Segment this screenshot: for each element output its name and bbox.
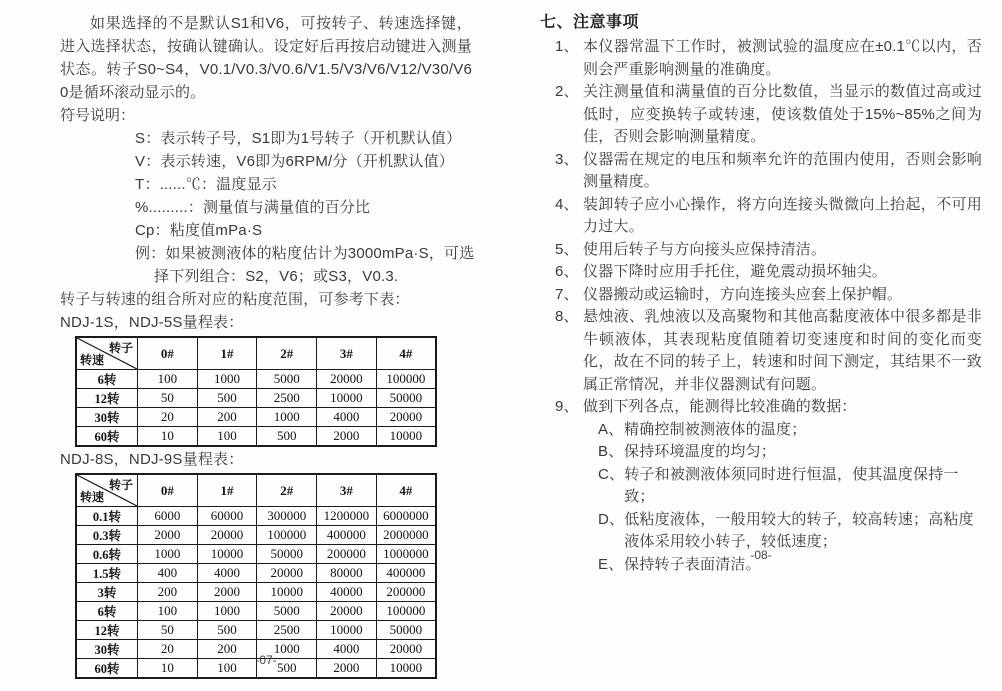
note-number: 2、 — [555, 83, 579, 100]
viscosity-value: 400000 — [317, 526, 377, 545]
notes-heading: 七、注意事项 — [540, 14, 640, 31]
left-page — [60, 0, 475, 681]
symbol-line: V：表示转速，V6即为6RPM/分（开机默认值） — [135, 153, 454, 170]
viscosity-value: 10 — [138, 427, 198, 447]
viscosity-value: 2000000 — [376, 526, 436, 545]
note-item — [540, 194, 982, 239]
viscosity-value: 200000 — [317, 545, 377, 564]
viscosity-value: 80000 — [317, 564, 377, 583]
rotor-column-header: 0# — [138, 474, 198, 507]
viscosity-value: 1000 — [197, 602, 257, 621]
viscosity-value: 50000 — [376, 389, 436, 408]
note-number: 1、 — [555, 38, 579, 55]
symbol-line: 择下列组合：S2，V6；或S3，V0.3. — [154, 268, 399, 285]
note-number: 9、 — [555, 398, 579, 415]
viscosity-value: 40000 — [317, 583, 377, 602]
viscosity-value: 500 — [257, 659, 317, 679]
sub-note-letter: E、 — [598, 555, 624, 573]
note-text: 关注测量值和满量值的百分比数值，当显示的数值过高或过低时，应变换转子或转速，使该数值处于15%~85%之间为佳，否则会影响测量精度。 — [583, 83, 982, 145]
viscosity-value: 20000 — [376, 408, 436, 427]
viscosity-value: 1200000 — [317, 507, 377, 526]
table-row — [76, 389, 436, 408]
note-number: 3、 — [555, 150, 579, 168]
row-speed-label: 60转 — [76, 427, 138, 447]
viscosity-value: 100 — [138, 370, 198, 389]
note-item — [540, 284, 982, 307]
symbol-line: S：表示转子号，S1即为1号转子（开机默认值） — [135, 130, 462, 147]
corner-label-rotor: 转子 — [108, 341, 133, 355]
table1-title: NDJ-1S，NDJ-5S量程表： — [60, 314, 244, 331]
table-row — [76, 564, 436, 583]
note-text: 仪器下降时应用手托住，避免震动损坏轴尖。 — [583, 263, 888, 280]
rotor-column-header: 4# — [376, 474, 436, 507]
viscosity-value: 1000 — [257, 640, 317, 659]
sub-note-text: 保持转子表面清洁。 — [624, 555, 761, 573]
note-text: 仪器搬动或运输时，方向连接头应套上保护帽。 — [583, 285, 903, 303]
viscosity-value: 20 — [138, 408, 198, 427]
viscosity-value: 300000 — [257, 507, 317, 526]
viscosity-value: 500 — [257, 427, 317, 447]
viscosity-value: 400000 — [376, 564, 436, 583]
table1-body — [76, 370, 436, 447]
range-table-ndj1s-5s — [75, 336, 437, 447]
viscosity-value: 20000 — [376, 640, 436, 659]
viscosity-value: 1000 — [138, 545, 198, 564]
symbol-line: Cp：粘度值mPa·S — [135, 222, 263, 239]
right-page — [540, 0, 982, 576]
rotor-column-header: 3# — [317, 337, 377, 370]
corner-label-rotor: 转子 — [108, 478, 133, 492]
viscosity-value: 200000 — [376, 583, 436, 602]
note-item — [540, 396, 982, 419]
viscosity-value: 4000 — [197, 564, 257, 583]
table-row — [76, 545, 436, 564]
viscosity-value: 400 — [138, 564, 198, 583]
note-text: 装卸转子应小心操作，将方向连接头微微向上抬起，不可用力过大。 — [583, 195, 982, 235]
viscosity-value: 10 — [138, 659, 198, 679]
viscosity-value: 20000 — [317, 370, 377, 389]
viscosity-value: 50 — [138, 621, 198, 640]
sub-note-letter: B、 — [598, 443, 624, 460]
sub-note-letter: D、 — [598, 510, 625, 528]
viscosity-value: 10000 — [376, 427, 436, 447]
viscosity-value: 10000 — [257, 583, 317, 602]
row-speed-label: 1.5转 — [76, 564, 138, 583]
note-number: 5、 — [555, 240, 579, 258]
rotor-column-header: 0# — [138, 337, 198, 370]
row-speed-label: 30转 — [76, 408, 138, 427]
viscosity-value: 200 — [138, 583, 198, 602]
note-text: 仪器需在规定的电压和频率允许的范围内使用，否则会影响测量精度。 — [583, 150, 982, 190]
viscosity-value: 500 — [197, 621, 257, 640]
table-header-row — [76, 337, 436, 370]
corner-label-speed: 转速 — [80, 353, 105, 367]
rotor-column-header: 3# — [317, 474, 377, 507]
note-item — [540, 149, 982, 194]
row-speed-label: 30转 — [76, 640, 138, 659]
viscosity-value: 20000 — [257, 564, 317, 583]
right-page-number: -08- — [750, 548, 772, 562]
sub-note-item — [540, 464, 982, 509]
sub-note-letter: C、 — [598, 465, 625, 483]
row-speed-label: 12转 — [76, 389, 138, 408]
note-number: 4、 — [555, 195, 579, 213]
rotor-column-header: 2# — [257, 337, 317, 370]
symbols-heading: 符号说明： — [60, 107, 136, 124]
viscosity-value: 10000 — [317, 389, 377, 408]
table-row — [76, 602, 436, 621]
note-text: 使用后转子与方向接头应保持清洁。 — [583, 240, 827, 258]
viscosity-value: 1000 — [257, 408, 317, 427]
table2-title: NDJ-8S，NDJ-9S量程表： — [60, 451, 244, 468]
viscosity-value: 100 — [138, 602, 198, 621]
note-item — [540, 306, 982, 396]
symbol-line: %.........：测量值与满量值的百分比 — [135, 199, 371, 216]
viscosity-value: 5000 — [257, 370, 317, 389]
viscosity-value: 50000 — [257, 545, 317, 564]
viscosity-value: 20000 — [197, 526, 257, 545]
range-table-ndj8s-9s — [75, 473, 437, 679]
viscosity-value: 2000 — [317, 659, 377, 679]
table-row — [76, 583, 436, 602]
viscosity-value: 100 — [197, 427, 257, 447]
sub-note-text: 精确控制被测液体的温度； — [624, 420, 807, 438]
symbol-line: 例：如果被测液体的粘度估计为3000mPa·S，可选 — [135, 245, 475, 262]
note-text: 悬烛液、乳烛液以及高聚物和其他高黏度液体中很多都是非牛顿液体，其表现粘度值随着切变速度和时间的变化而变化，故在不同的转子上，转速和时间下测定，其结果不一致属正常情况，并非仪器测试有问题。 — [583, 308, 982, 393]
viscosity-value: 100000 — [376, 370, 436, 389]
viscosity-value: 10000 — [317, 621, 377, 640]
viscosity-value: 20 — [138, 640, 198, 659]
sub-note-text: 保持环境温度的均匀； — [624, 443, 777, 460]
note-item — [540, 261, 982, 284]
note-number: 7、 — [555, 285, 579, 303]
row-speed-label: 6转 — [76, 370, 138, 389]
viscosity-value: 200 — [197, 408, 257, 427]
diagonal-corner-cell — [76, 337, 138, 370]
viscosity-value: 60000 — [197, 507, 257, 526]
viscosity-value: 500 — [197, 389, 257, 408]
viscosity-value: 200 — [197, 640, 257, 659]
table-row — [76, 526, 436, 545]
rotor-column-header: 4# — [376, 337, 436, 370]
viscosity-value: 100000 — [257, 526, 317, 545]
viscosity-value: 6000000 — [376, 507, 436, 526]
row-speed-label: 60转 — [76, 659, 138, 679]
viscosity-value: 2000 — [317, 427, 377, 447]
range-note: 转子与转速的组合所对应的粘度范围，可参考下表： — [60, 291, 410, 308]
rotor-column-header: 1# — [197, 474, 257, 507]
note-text: 做到下列各点，能测得比较准确的数据： — [583, 398, 857, 415]
viscosity-value: 6000 — [138, 507, 198, 526]
viscosity-value: 1000000 — [376, 545, 436, 564]
sub-note-text: 转子和被测液体须同时进行恒温，使其温度保持一致； — [624, 465, 959, 505]
viscosity-value: 10000 — [376, 659, 436, 679]
diagonal-corner-cell — [76, 474, 138, 507]
table-row — [76, 408, 436, 427]
note-number: 6、 — [555, 263, 579, 280]
left-page-number: -07- — [255, 653, 277, 667]
row-speed-label: 0.6转 — [76, 545, 138, 564]
table-row — [76, 507, 436, 526]
viscosity-value: 2500 — [257, 621, 317, 640]
viscosity-value: 100000 — [376, 602, 436, 621]
viscosity-value: 10000 — [197, 545, 257, 564]
viscosity-value: 2000 — [138, 526, 198, 545]
note-item — [540, 36, 982, 81]
notes-list — [540, 36, 982, 576]
table-row — [76, 370, 436, 389]
viscosity-value: 50000 — [376, 621, 436, 640]
note-item — [540, 81, 982, 149]
row-speed-label: 0.1转 — [76, 507, 138, 526]
note-number: 8、 — [555, 308, 579, 325]
rotor-column-header: 1# — [197, 337, 257, 370]
table-row — [76, 427, 436, 447]
row-speed-label: 12转 — [76, 621, 138, 640]
table-header-row — [76, 474, 436, 507]
viscosity-value: 50 — [138, 389, 198, 408]
symbol-list — [60, 127, 475, 288]
viscosity-value: 20000 — [317, 602, 377, 621]
viscosity-value: 4000 — [317, 640, 377, 659]
sub-note-letter: A、 — [598, 420, 624, 438]
symbol-line: T：......℃：温度显示 — [135, 176, 277, 193]
sub-note-item — [540, 419, 982, 442]
table-row — [76, 621, 436, 640]
corner-label-speed: 转速 — [80, 490, 105, 504]
row-speed-label: 3转 — [76, 583, 138, 602]
intro-paragraph: 如果选择的不是默认S1和V6，可按转子、转速选择键，进入选择状态，按确认键确认。设定好后再按启动键进入测量状态。转子S0~S4，V0.1/V0.3/V0.6/V1.5/V3/V6/V12/V30/V60是循环滚动显示的。 — [60, 15, 472, 101]
viscosity-value: 4000 — [317, 408, 377, 427]
note-text: 本仪器常温下工作时，被测试验的温度应在±0.1℃以内，否则会严重影响测量的准确度。 — [583, 38, 982, 78]
viscosity-value: 1000 — [197, 370, 257, 389]
viscosity-value: 2500 — [257, 389, 317, 408]
sub-note-item — [540, 509, 982, 554]
sub-note-text: 低粘度液体，一般用较大的转子，较高转速；高粘度液体采用较小转子，较低速度； — [624, 510, 974, 550]
row-speed-label: 0.3转 — [76, 526, 138, 545]
sub-note-item — [540, 441, 982, 464]
viscosity-value: 2000 — [197, 583, 257, 602]
viscosity-value: 5000 — [257, 602, 317, 621]
note-item — [540, 239, 982, 262]
rotor-column-header: 2# — [257, 474, 317, 507]
viscosity-value: 100 — [197, 659, 257, 679]
row-speed-label: 6转 — [76, 602, 138, 621]
